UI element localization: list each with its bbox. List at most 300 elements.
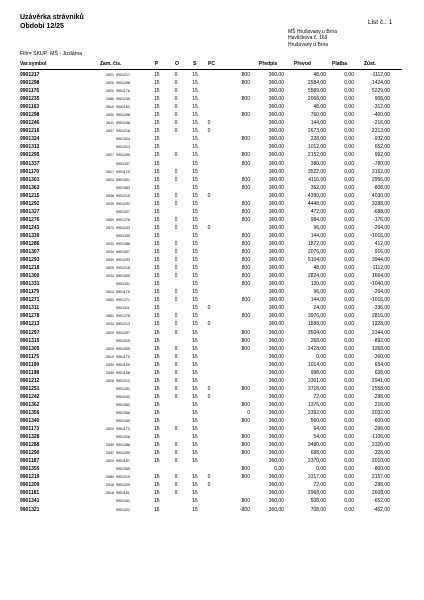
predpis-cell: 360,00 bbox=[268, 418, 284, 425]
prevod-cell: 144,00 bbox=[310, 232, 326, 239]
platba-cell: 0,00 bbox=[344, 257, 354, 264]
zam-number-cell: 2611 bbox=[106, 121, 114, 126]
var-symbol-cell: 9901327 bbox=[20, 208, 40, 215]
zam-number-cell: 2621 bbox=[106, 73, 114, 77]
zam-number-cell: 2620 bbox=[106, 427, 114, 432]
zust-cell: 3288,00 bbox=[371, 200, 390, 207]
table-row bbox=[20, 248, 402, 256]
prevod-cell: 508,00 bbox=[310, 498, 326, 505]
var-symbol-cell: 9901217 bbox=[20, 72, 40, 78]
zam-code-cell: 9901176 bbox=[116, 89, 130, 94]
zam-number-cell: 2618 bbox=[106, 491, 114, 496]
var-symbol-cell: 9901356 bbox=[20, 409, 40, 416]
p-cell: 15 bbox=[154, 216, 160, 223]
predpis-cell: 360,00 bbox=[268, 273, 284, 280]
p-cell: 15 bbox=[154, 160, 160, 167]
prevod-cell: 352,00 bbox=[310, 184, 326, 191]
p-cell: 15 bbox=[154, 128, 160, 135]
o-cell: 0 bbox=[174, 72, 178, 78]
o-cell: 0 bbox=[174, 265, 178, 272]
var-symbol-cell: 9901181 bbox=[20, 490, 40, 497]
s-cell: 15 bbox=[192, 176, 198, 183]
zam-number-cell: 2625 bbox=[106, 346, 114, 351]
predpis-cell: 360,00 bbox=[268, 232, 284, 239]
platba-cell: 0,00 bbox=[344, 112, 354, 119]
platba-cell: 0,00 bbox=[344, 466, 354, 473]
amount-cell: 800 bbox=[241, 160, 250, 167]
table-row bbox=[20, 143, 402, 151]
predpis-cell: 360,00 bbox=[268, 482, 284, 489]
zam-code-cell: 9901305 bbox=[116, 346, 130, 351]
address-line: MŠ Hrušovany u Brna bbox=[288, 29, 337, 35]
zam-number-cell: 2629 bbox=[106, 330, 114, 335]
zam-code-cell: 9901251 bbox=[116, 386, 130, 391]
predpis-cell: 360,00 bbox=[268, 192, 284, 199]
table-row bbox=[20, 208, 402, 216]
o-cell: 0 bbox=[174, 490, 178, 497]
zust-cell: 4030,00 bbox=[371, 192, 390, 199]
zam-code-cell: 9901355 bbox=[116, 467, 130, 472]
table-row bbox=[20, 232, 402, 240]
var-symbol-cell: 9901278 bbox=[20, 313, 40, 320]
table-row bbox=[20, 337, 402, 345]
platba-cell: 0,00 bbox=[344, 482, 354, 489]
prevod-cell: 54,00 bbox=[313, 434, 326, 441]
prevod-cell: 2968,00 bbox=[307, 490, 326, 497]
var-symbol-cell: 9901276 bbox=[20, 216, 40, 223]
s-cell: 15 bbox=[192, 208, 198, 215]
p-cell: 15 bbox=[154, 434, 160, 441]
prevod-cell: 4116,00 bbox=[308, 176, 326, 183]
predpis-cell: 360,00 bbox=[268, 313, 284, 320]
zam-code-cell: 9901163 bbox=[116, 105, 130, 110]
s-cell: 15 bbox=[192, 104, 198, 111]
table-row bbox=[20, 361, 402, 369]
p-cell: 15 bbox=[154, 192, 160, 199]
predpis-cell: 360,00 bbox=[268, 321, 284, 328]
p-cell: 15 bbox=[154, 184, 160, 191]
platba-cell: 0,00 bbox=[344, 345, 354, 352]
var-symbol-cell: 9901199 bbox=[20, 361, 40, 368]
amount-cell: 800 bbox=[241, 434, 250, 441]
zam-number-cell: 2639 bbox=[106, 443, 114, 448]
var-symbol-cell: 9901313 bbox=[20, 144, 40, 151]
prevod-cell: 2152,00 bbox=[307, 152, 326, 159]
zam-code-cell: 9901298 bbox=[116, 113, 130, 118]
zust-cell: -328,00 bbox=[373, 450, 390, 457]
p-cell: 15 bbox=[154, 337, 160, 344]
zam-number-cell: 2619 bbox=[106, 354, 114, 359]
zam-code-cell: 9901181 bbox=[116, 491, 130, 496]
amount-cell: 800 bbox=[241, 345, 250, 352]
table-row bbox=[20, 176, 402, 184]
zust-cell: -1112,00 bbox=[371, 265, 390, 272]
zust-cell: 1228,00 bbox=[371, 321, 390, 328]
predpis-cell: 360,00 bbox=[268, 265, 284, 272]
prevod-cell: 24,00 bbox=[313, 305, 326, 312]
s-cell: 15 bbox=[192, 385, 198, 392]
table-row bbox=[20, 119, 402, 127]
zam-code-cell: 9901337 bbox=[116, 161, 130, 166]
header-divider bbox=[20, 69, 402, 70]
predpis-cell: 360,00 bbox=[268, 329, 284, 336]
platba-cell: 0,00 bbox=[344, 281, 354, 288]
zam-number-cell: 2584 bbox=[106, 475, 114, 480]
prevod-cell: 3522,00 bbox=[307, 168, 326, 175]
prevod-cell: 144,00 bbox=[310, 297, 326, 304]
zam-code-cell: 9901328 bbox=[116, 435, 130, 440]
platba-cell: 0,00 bbox=[344, 289, 354, 296]
var-symbol-cell: 9901173 bbox=[20, 426, 40, 433]
p-cell: 15 bbox=[154, 369, 160, 376]
predpis-cell: 360,00 bbox=[268, 426, 284, 433]
p-cell: 15 bbox=[154, 240, 160, 247]
zam-code-cell: 9901209 bbox=[116, 483, 130, 488]
predpis-cell: 360,00 bbox=[268, 136, 284, 143]
amount-cell: 800 bbox=[241, 216, 250, 223]
zust-cell: 654,00 bbox=[374, 361, 390, 368]
p-cell: 15 bbox=[154, 401, 160, 408]
amount-cell: 800 bbox=[241, 281, 250, 288]
zam-number-cell: 2640 bbox=[106, 258, 114, 263]
s-cell: 15 bbox=[192, 144, 198, 151]
predpis-cell: 360,00 bbox=[268, 104, 284, 111]
s-cell: 15 bbox=[192, 112, 198, 119]
predpis-cell: 360,00 bbox=[268, 458, 284, 465]
zust-cell: 1664,00 bbox=[371, 273, 390, 280]
platba-cell: 0,00 bbox=[344, 120, 354, 127]
amount-cell: 800 bbox=[241, 329, 250, 336]
zust-cell: -688,00 bbox=[373, 208, 390, 215]
prevod-cell: 4390,00 bbox=[307, 192, 326, 199]
amount-cell: 800 bbox=[241, 96, 250, 103]
table-row bbox=[20, 184, 402, 192]
predpis-cell: 360,00 bbox=[268, 305, 284, 312]
p-cell: 15 bbox=[154, 232, 160, 239]
s-cell: 15 bbox=[192, 192, 198, 199]
prevod-cell: 2824,00 bbox=[307, 273, 326, 280]
zam-number-cell: 2635 bbox=[106, 370, 114, 375]
prevod-cell: 268,00 bbox=[310, 337, 326, 344]
table-row bbox=[20, 377, 402, 385]
table-row bbox=[20, 264, 402, 272]
table-row bbox=[20, 312, 402, 320]
zam-number-cell: 2573 bbox=[106, 225, 114, 230]
table-row bbox=[20, 95, 402, 103]
o-cell: 0 bbox=[174, 345, 178, 352]
p-cell: 15 bbox=[154, 176, 160, 183]
zust-cell: 2010,00 bbox=[371, 458, 390, 465]
predpis-cell: 360,00 bbox=[268, 409, 284, 416]
zam-number-cell: 2619 bbox=[106, 105, 114, 110]
zam-code-cell: 9901243 bbox=[116, 225, 130, 230]
predpis-cell: 360,00 bbox=[268, 450, 284, 457]
table-row bbox=[20, 168, 402, 176]
platba-cell: 0,00 bbox=[344, 442, 354, 449]
col-var-symbol: Var.symbol bbox=[20, 61, 47, 67]
zust-cell: 216,00 bbox=[374, 401, 390, 408]
predpis-cell: 360,00 bbox=[268, 176, 284, 183]
p-cell: 15 bbox=[154, 200, 160, 207]
amount-cell: 800 bbox=[241, 297, 250, 304]
zust-cell: -176,00 bbox=[373, 216, 390, 223]
p-cell: 15 bbox=[154, 289, 160, 296]
zam-code-cell: 9901311 bbox=[116, 306, 130, 311]
amount-cell: 800 bbox=[241, 232, 250, 239]
table-row bbox=[20, 506, 402, 514]
zust-cell: 1424,00 bbox=[371, 80, 390, 87]
page-number: List č.: 1 bbox=[368, 19, 393, 26]
zam-code-cell: 9901292 bbox=[116, 201, 130, 206]
zust-cell: 2157,00 bbox=[371, 474, 390, 481]
zam-code-cell: 9901215 bbox=[116, 193, 130, 198]
s-cell: 15 bbox=[192, 80, 198, 87]
prevod-cell: 3718,00 bbox=[307, 385, 326, 392]
prevod-cell: 96,00 bbox=[313, 289, 326, 296]
s-cell: 15 bbox=[192, 361, 198, 368]
platba-cell: 0,00 bbox=[344, 498, 354, 505]
zam-number-cell: 2534 bbox=[106, 362, 114, 367]
platba-cell: 0,00 bbox=[344, 216, 354, 223]
amount-cell: 800 bbox=[241, 72, 250, 78]
zust-cell: -1112,00 bbox=[371, 72, 390, 78]
platba-cell: 0,00 bbox=[344, 361, 354, 368]
p-cell: 15 bbox=[154, 281, 160, 288]
platba-cell: 0,00 bbox=[344, 385, 354, 392]
table-row bbox=[20, 127, 402, 135]
predpis-cell: 360,00 bbox=[268, 112, 284, 119]
zam-code-cell: 9901341 bbox=[116, 499, 130, 504]
s-cell: 15 bbox=[192, 289, 198, 296]
platba-cell: 0,00 bbox=[344, 96, 354, 103]
o-cell: 0 bbox=[174, 385, 178, 392]
zust-cell: 2320,00 bbox=[371, 442, 390, 449]
platba-cell: 0,00 bbox=[344, 136, 354, 143]
s-cell: 15 bbox=[192, 337, 198, 344]
prevod-cell: 72,00 bbox=[313, 393, 326, 400]
var-symbol-cell: 9901324 bbox=[20, 136, 40, 143]
zam-code-cell: 9901298 bbox=[116, 81, 130, 86]
platba-cell: 0,00 bbox=[344, 353, 354, 360]
p-cell: 15 bbox=[154, 409, 160, 416]
pc-cell: 0 bbox=[207, 192, 211, 199]
o-cell: 0 bbox=[174, 297, 178, 304]
zam-number-cell: 2617 bbox=[106, 169, 114, 174]
o-cell: 0 bbox=[174, 120, 178, 127]
zam-code-cell: 9901297 bbox=[116, 330, 130, 335]
var-symbol-cell: 9901170 bbox=[20, 168, 40, 175]
zust-cell: -296,00 bbox=[373, 426, 390, 433]
s-cell: 15 bbox=[192, 232, 198, 239]
zam-code-cell: 9901170 bbox=[116, 169, 130, 174]
amount-cell: 800 bbox=[241, 208, 250, 215]
zam-code-cell: 9901288 bbox=[116, 443, 130, 448]
var-symbol-cell: 9901242 bbox=[20, 393, 40, 400]
var-symbol-cell: 9901295 bbox=[20, 152, 40, 159]
zam-code-cell: 9901301 bbox=[116, 177, 130, 182]
col-s: S bbox=[193, 61, 197, 67]
zust-cell: -216,00 bbox=[373, 120, 390, 127]
zust-cell: 2816,00 bbox=[371, 313, 390, 320]
s-cell: 15 bbox=[192, 442, 198, 449]
amount-cell: 800 bbox=[241, 337, 250, 344]
zust-cell: 2313,00 bbox=[371, 128, 390, 135]
predpis-cell: 360,00 bbox=[268, 385, 284, 392]
zam-number-cell: 2627 bbox=[106, 153, 114, 158]
col-p: P bbox=[155, 61, 159, 67]
zust-cell: 3162,00 bbox=[371, 168, 390, 175]
zam-number-cell: 2624 bbox=[106, 459, 114, 464]
table-row bbox=[20, 103, 402, 111]
p-cell: 15 bbox=[154, 305, 160, 312]
predpis-cell: 360,00 bbox=[268, 216, 284, 223]
table-row bbox=[20, 473, 402, 481]
zam-code-cell: 9901293 bbox=[116, 258, 130, 263]
var-symbol-cell: 9901235 bbox=[20, 96, 40, 103]
p-cell: 15 bbox=[154, 345, 160, 352]
table-row bbox=[20, 401, 402, 409]
var-symbol-cell: 9901198 bbox=[20, 369, 40, 376]
amount-cell: 800 bbox=[241, 80, 250, 87]
platba-cell: 0,00 bbox=[344, 200, 354, 207]
p-cell: 15 bbox=[154, 112, 160, 119]
pc-cell: 0 bbox=[207, 224, 211, 231]
platba-cell: 0,00 bbox=[344, 144, 354, 151]
p-cell: 15 bbox=[154, 450, 160, 457]
prevod-cell: 3504,00 bbox=[307, 329, 326, 336]
s-cell: 15 bbox=[192, 313, 198, 320]
platba-cell: 0,00 bbox=[344, 208, 354, 215]
prevod-cell: 2673,00 bbox=[307, 128, 326, 135]
zam-code-cell: 9901331 bbox=[116, 282, 130, 287]
s-cell: 15 bbox=[192, 498, 198, 505]
prevod-cell: 2068,00 bbox=[307, 96, 326, 103]
s-cell: 15 bbox=[192, 353, 198, 360]
predpis-cell: 360,00 bbox=[268, 345, 284, 352]
platba-cell: 0,00 bbox=[344, 232, 354, 239]
predpis-cell: 0,00 bbox=[274, 466, 284, 473]
prevod-cell: 380,00 bbox=[310, 160, 326, 167]
prevod-cell: 48,00 bbox=[313, 104, 326, 111]
prevod-cell: 4448,00 bbox=[307, 200, 326, 207]
prevod-cell: 0,00 bbox=[316, 353, 326, 360]
s-cell: 15 bbox=[192, 249, 198, 256]
var-symbol-cell: 9901301 bbox=[20, 176, 40, 183]
s-cell: 15 bbox=[192, 136, 198, 143]
col-pc: PC bbox=[208, 61, 215, 67]
s-cell: 15 bbox=[192, 96, 198, 103]
p-cell: 15 bbox=[154, 458, 160, 465]
s-cell: 15 bbox=[192, 273, 198, 280]
zust-cell: 2941,00 bbox=[371, 377, 390, 384]
zam-number-cell: 2626 bbox=[106, 81, 114, 86]
zam-number-cell: 2653 bbox=[106, 298, 114, 303]
p-cell: 15 bbox=[154, 321, 160, 328]
predpis-cell: 360,00 bbox=[268, 337, 284, 344]
zam-code-cell: 9901356 bbox=[116, 410, 130, 415]
var-symbol-cell: 9901331 bbox=[20, 281, 40, 288]
o-cell: 0 bbox=[174, 273, 178, 280]
platba-cell: 0,00 bbox=[344, 297, 354, 304]
o-cell: 0 bbox=[174, 442, 178, 449]
p-cell: 15 bbox=[154, 329, 160, 336]
o-cell: 0 bbox=[174, 216, 178, 223]
zam-code-cell: 9901179 bbox=[116, 290, 130, 295]
s-cell: 15 bbox=[192, 409, 198, 416]
pc-cell: 0 bbox=[207, 385, 211, 392]
prevod-cell: 64,00 bbox=[313, 426, 326, 433]
table-row bbox=[20, 393, 402, 401]
s-cell: 15 bbox=[192, 216, 198, 223]
prevod-cell: 3301,00 bbox=[307, 377, 326, 384]
zam-number-cell: 2637 bbox=[106, 129, 114, 134]
amount-cell: 800 bbox=[241, 200, 250, 207]
zam-number-cell: 2661 bbox=[106, 314, 114, 319]
zust-cell: -1016,00 bbox=[370, 232, 390, 239]
var-symbol-cell: 9901362 bbox=[20, 401, 40, 408]
col-predpis: Předpis bbox=[259, 61, 278, 67]
amount-cell: 800 bbox=[241, 474, 250, 481]
predpis-cell: 360,00 bbox=[268, 88, 284, 95]
zam-code-cell: 9901327 bbox=[116, 209, 130, 214]
predpis-cell: 360,00 bbox=[268, 168, 284, 175]
s-cell: 15 bbox=[192, 377, 198, 384]
s-cell: 15 bbox=[192, 152, 198, 159]
var-symbol-cell: 9901339 bbox=[20, 232, 40, 239]
zam-code-cell: 9901278 bbox=[116, 314, 130, 319]
pc-cell: 0 bbox=[207, 482, 211, 489]
table-row bbox=[20, 385, 402, 393]
table-row bbox=[20, 192, 402, 200]
table-row bbox=[20, 71, 402, 79]
var-symbol-cell: 9901307 bbox=[20, 249, 40, 256]
table-row bbox=[20, 111, 402, 119]
zam-number-cell: 2639 bbox=[106, 201, 114, 206]
zam-number-cell: 2637 bbox=[106, 451, 114, 456]
table-row bbox=[20, 224, 402, 232]
prevod-cell: 1588,00 bbox=[307, 321, 326, 328]
var-symbol-cell: 9901163 bbox=[20, 104, 40, 111]
table-row bbox=[20, 320, 402, 328]
s-cell: 15 bbox=[192, 434, 198, 441]
table-row bbox=[20, 79, 402, 87]
zam-code-cell: 9901276 bbox=[116, 217, 130, 222]
s-cell: 15 bbox=[192, 265, 198, 272]
zust-cell: 5229,00 bbox=[371, 88, 390, 95]
zust-cell: 992,00 bbox=[374, 152, 390, 159]
table-row bbox=[20, 135, 402, 143]
filter-text: Filtr= SKUP: MŠ - Jizdárna bbox=[20, 51, 83, 57]
amount-cell: 800 bbox=[241, 442, 250, 449]
var-symbol-cell: 9901340 bbox=[20, 418, 40, 425]
p-cell: 15 bbox=[154, 80, 160, 87]
var-symbol-cell: 9901298 bbox=[20, 112, 40, 119]
zam-number-cell: 2632 bbox=[106, 274, 114, 279]
s-cell: 15 bbox=[192, 200, 198, 207]
predpis-cell: 360,00 bbox=[268, 401, 284, 408]
predpis-cell: 360,00 bbox=[268, 120, 284, 127]
table-row bbox=[20, 240, 402, 248]
amount-cell: 800 bbox=[241, 240, 250, 247]
prevod-cell: 72,00 bbox=[313, 482, 326, 489]
zust-cell: 638,00 bbox=[374, 369, 390, 376]
var-symbol-cell: 9901251 bbox=[20, 385, 40, 392]
zam-number-cell: 2630 bbox=[106, 113, 114, 118]
o-cell: 0 bbox=[174, 112, 178, 119]
platba-cell: 0,00 bbox=[344, 337, 354, 344]
s-cell: 15 bbox=[192, 401, 198, 408]
platba-cell: 0,00 bbox=[344, 192, 354, 199]
